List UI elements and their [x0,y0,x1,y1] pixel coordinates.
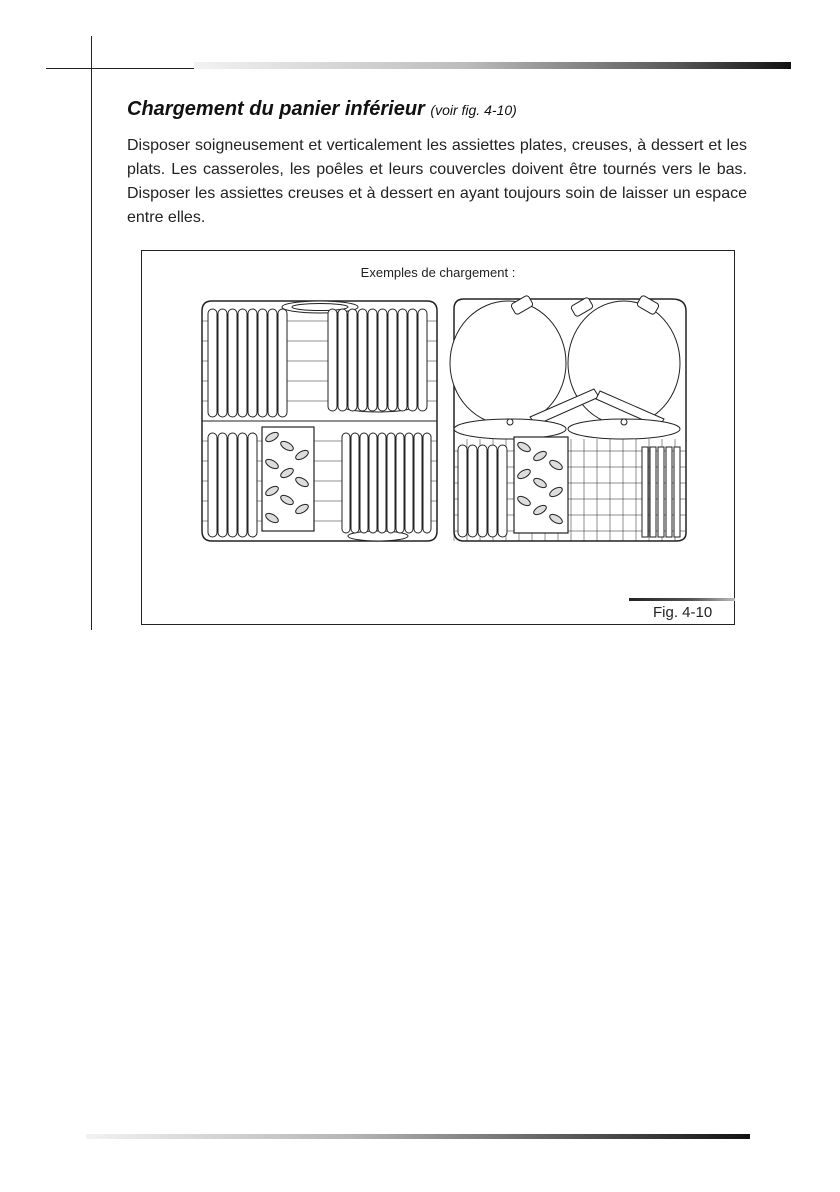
footer-gradient-bar [86,1134,750,1139]
figure-label-bar [629,598,735,601]
lower-basket-plates-illustration [202,301,437,541]
figure-label: Fig. 4-10 [653,604,713,621]
figure-frame [141,250,735,625]
section-title: Chargement du panier inférieur [127,98,425,120]
section-heading [127,98,517,121]
instruction-paragraph: Disposer soigneusement et verticalement les assiettes plates, creuses, à dessert et les plats. Les casseroles, les poêles et leurs couvercles doivent être tournés vers le bas. Disposer les assiettes creuses et à dessert en ayant toujours soin de laisser un espace entre elles. [127,137,747,226]
section-figure-reference: (voir fig. 4-10) [430,102,517,118]
crop-mark-vertical [91,36,92,630]
crop-mark-horizontal [46,68,194,69]
header-gradient-bar [194,62,791,69]
figure-caption: Exemples de chargement : [360,265,516,280]
lower-basket-pots-illustration [450,295,686,541]
dishwasher-basket-illustration [142,251,734,624]
